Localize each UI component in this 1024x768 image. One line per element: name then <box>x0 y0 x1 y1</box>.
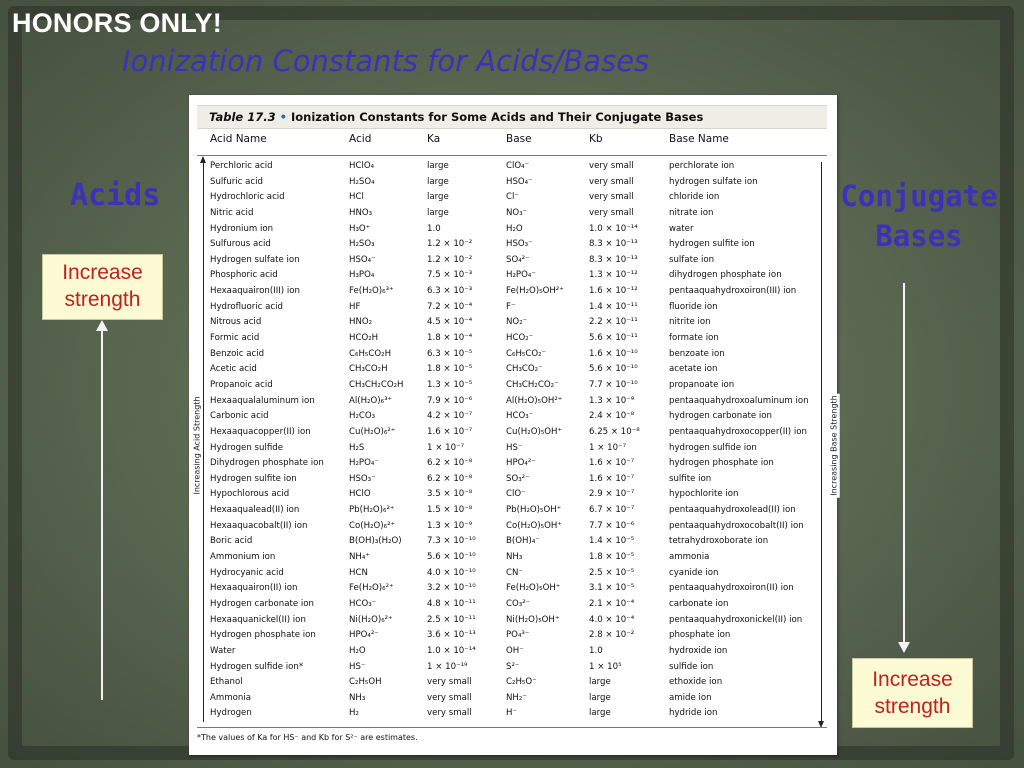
ka-value: 1.8 × 10⁻⁴ <box>427 333 473 344</box>
acid-name: Propanoic acid <box>210 379 273 390</box>
acid-name: Dihydrogen phosphate ion <box>210 458 324 469</box>
table-row <box>189 660 837 676</box>
base-formula: SO₄²⁻ <box>506 254 530 265</box>
ka-value: 1 × 10⁻¹⁹ <box>427 661 468 672</box>
ka-value: large <box>427 161 449 171</box>
table-row <box>189 472 837 488</box>
table-row <box>189 503 837 519</box>
acid-formula: H₃O⁺ <box>349 223 371 234</box>
base-name: ammonia <box>669 552 710 563</box>
header-rule <box>197 155 827 156</box>
kb-value: 1.3 × 10⁻⁹ <box>589 395 635 406</box>
kb-value: large <box>589 692 611 703</box>
ka-value: 1 × 10⁻⁷ <box>427 442 465 453</box>
acid-formula: C₆H₅CO₂H <box>349 348 392 359</box>
acid-name: Hydrogen phosphate ion <box>210 630 316 641</box>
col-base: Base <box>506 133 532 145</box>
acid-name: Ethanol <box>210 677 243 688</box>
acid-formula: HClO <box>349 489 371 500</box>
acid-formula: HCO₂H <box>349 333 379 344</box>
footer-rule <box>197 727 827 728</box>
acid-formula: H₂SO₄ <box>349 176 375 187</box>
acid-formula: Ni(H₂O)₆²⁺ <box>349 614 393 625</box>
base-name: pentaaquahydroxoiron(II) ion <box>669 583 794 594</box>
acid-formula: HPO₄²⁻ <box>349 630 379 641</box>
kb-value: 1 × 10⁵ <box>589 661 622 672</box>
kb-value: 6.7 × 10⁻⁷ <box>589 505 635 516</box>
kb-value: 8.3 × 10⁻¹³ <box>589 239 638 250</box>
increase-strength-box-left <box>42 254 163 320</box>
ka-value: 1.6 × 10⁻⁷ <box>427 426 473 437</box>
table-row <box>189 519 837 535</box>
ka-value: large <box>427 176 449 187</box>
base-name: pentaaquahydroxoaluminum ion <box>669 395 809 406</box>
base-name: ethoxide ion <box>669 677 723 688</box>
base-name: nitrate ion <box>669 207 714 218</box>
kb-value: 2.1 × 10⁻⁴ <box>589 598 635 609</box>
base-name: formate ion <box>669 333 719 344</box>
kb-value: 1.4 × 10⁻⁵ <box>589 536 635 547</box>
table-row <box>189 237 837 253</box>
table-row <box>189 550 837 566</box>
acid-formula: Cu(H₂O)₆²⁺ <box>349 426 396 437</box>
kb-value: large <box>589 708 611 719</box>
acid-name: Hydronium ion <box>210 223 274 234</box>
ka-value: 1.3 × 10⁻⁵ <box>427 379 473 390</box>
base-formula: Ni(H₂O)₅OH⁺ <box>506 614 560 625</box>
ka-value: 4.2 × 10⁻⁷ <box>427 411 473 422</box>
acid-formula: HNO₂ <box>349 317 373 328</box>
kb-value: 4.0 × 10⁻⁴ <box>589 614 635 625</box>
acid-name: Acetic acid <box>210 364 257 375</box>
base-formula: H⁻ <box>506 708 517 719</box>
base-formula: H₂PO₄⁻ <box>506 270 536 281</box>
acid-name: Hydrogen sulfate ion <box>210 254 300 265</box>
base-name: propanoate ion <box>669 379 735 390</box>
acid-name: Carbonic acid <box>210 411 269 422</box>
base-formula: S²⁻ <box>506 661 520 672</box>
base-name: hydroxide ion <box>669 645 728 656</box>
acid-name: Nitrous acid <box>210 317 262 328</box>
ka-value: 7.5 × 10⁻³ <box>427 270 473 281</box>
ka-value: 7.2 × 10⁻⁴ <box>427 301 473 312</box>
ka-value: 3.2 × 10⁻¹⁰ <box>427 583 476 594</box>
slide-title: Ionization Constants for Acids/Bases <box>122 44 650 78</box>
acid-name: Hexaaqualead(II) ion <box>210 505 300 516</box>
acid-name: Boric acid <box>210 536 253 547</box>
table-caption-text: Ionization Constants for Some Acids and Their Conjugate Bases <box>290 110 704 124</box>
conjugate-word: Conjugate <box>840 179 998 213</box>
kb-value: 1.4 × 10⁻¹¹ <box>589 301 638 312</box>
base-formula: HCO₂⁻ <box>506 333 534 344</box>
acid-formula: H₂SO₃ <box>349 239 375 250</box>
acid-formula: HSO₃⁻ <box>349 473 376 484</box>
acid-formula: Al(H₂O)₆³⁺ <box>349 395 393 406</box>
kb-value: 2.8 × 10⁻² <box>589 630 635 641</box>
base-formula: NO₃⁻ <box>506 207 528 218</box>
honors-label: HONORS ONLY! <box>12 8 222 38</box>
increase-strength-box-right <box>852 658 973 728</box>
base-formula: ClO₄⁻ <box>506 161 530 171</box>
kb-value: 6.25 × 10⁻⁸ <box>589 426 640 437</box>
table-row <box>189 190 837 206</box>
base-formula: OH⁻ <box>506 645 524 656</box>
table-row <box>189 706 837 722</box>
acid-strength-label: Increasing Acid Strength <box>192 396 202 495</box>
table-row <box>189 441 837 457</box>
acid-formula: NH₃ <box>349 692 366 703</box>
acid-formula: HClO₄ <box>349 161 375 171</box>
acid-name: Perchloric acid <box>210 161 273 171</box>
table-row <box>189 378 837 394</box>
base-formula: HSO₄⁻ <box>506 176 533 187</box>
acid-name: Hexaaquairon(III) ion <box>210 286 300 297</box>
acid-formula: HSO₄⁻ <box>349 254 376 265</box>
up-arrow-icon <box>101 330 103 700</box>
table-row <box>189 206 837 222</box>
ka-value: 7.9 × 10⁻⁶ <box>427 395 473 406</box>
table-row <box>189 284 837 300</box>
kb-value: 1 × 10⁻⁷ <box>589 442 627 453</box>
base-name: hydride ion <box>669 708 718 719</box>
base-name: sulfate ion <box>669 254 715 265</box>
base-name: hydrogen sulfite ion <box>669 239 755 250</box>
base-name: hydrogen sulfide ion <box>669 442 757 453</box>
acid-name: Hexaaquacobalt(II) ion <box>210 520 308 531</box>
down-arrow-icon <box>903 283 905 643</box>
base-formula: CH₃CO₂⁻ <box>506 364 543 375</box>
kb-value: very small <box>589 192 634 203</box>
acid-name: Hydrogen sulfite ion <box>210 473 297 484</box>
kb-value: 1.3 × 10⁻¹² <box>589 270 638 281</box>
ka-value: large <box>427 192 449 203</box>
table-body <box>189 159 837 722</box>
ka-value: 3.5 × 10⁻⁸ <box>427 489 473 500</box>
increase-text: Increase <box>872 668 953 691</box>
ka-value: 6.2 × 10⁻⁸ <box>427 458 473 469</box>
base-name: pentaaquahydroxocobalt(II) ion <box>669 520 804 531</box>
base-formula: Pb(H₂O)₅OH⁺ <box>506 505 562 516</box>
base-name: pentaaquahydroxoiron(III) ion <box>669 286 797 297</box>
kb-value: very small <box>589 161 634 171</box>
kb-value: 2.4 × 10⁻⁸ <box>589 411 635 422</box>
kb-value: 1.0 <box>589 645 603 656</box>
ka-value: very small <box>427 708 472 719</box>
base-name: phosphate ion <box>669 630 731 641</box>
acid-formula: HCl <box>349 192 364 203</box>
acid-formula: HNO₃ <box>349 207 373 218</box>
ka-value: 4.8 × 10⁻¹¹ <box>427 598 476 609</box>
col-kb: Kb <box>589 133 603 145</box>
ka-value: 6.2 × 10⁻⁸ <box>427 473 473 484</box>
acid-name: Hexaaquacopper(II) ion <box>210 426 311 437</box>
acid-formula: Fe(H₂O)₆³⁺ <box>349 286 394 297</box>
acid-strength-axis <box>203 162 204 722</box>
acid-formula: B(OH)₃(H₂O) <box>349 536 402 547</box>
ka-value: 4.0 × 10⁻¹⁰ <box>427 567 476 578</box>
base-name: nitrite ion <box>669 317 711 328</box>
acid-name: Hydrogen <box>210 708 252 719</box>
table-row <box>189 222 837 238</box>
ka-value: 6.3 × 10⁻⁵ <box>427 348 473 359</box>
acid-name: Hexaaquairon(II) ion <box>210 583 298 594</box>
base-formula: CN⁻ <box>506 567 523 578</box>
bullet-icon: • <box>279 110 287 124</box>
ka-value: 2.5 × 10⁻¹¹ <box>427 614 476 625</box>
table-caption <box>197 105 827 129</box>
col-ka: Ka <box>427 133 441 145</box>
ka-value: 1.3 × 10⁻⁹ <box>427 520 473 531</box>
bases-word: Bases <box>875 219 963 253</box>
acid-name: Hydrocyanic acid <box>210 567 284 578</box>
table-row <box>189 347 837 363</box>
base-formula: C₆H₅CO₂⁻ <box>506 348 547 359</box>
table-row <box>189 534 837 550</box>
ka-value: 1.2 × 10⁻² <box>427 254 473 265</box>
table-row <box>189 628 837 644</box>
acid-formula: H₂O <box>349 645 366 656</box>
base-formula: F⁻ <box>506 301 516 312</box>
acid-name: Hydrochloric acid <box>210 192 285 203</box>
table-footnote: *The values of Ka for HS⁻ and Kb for S²⁻ are estimates. <box>197 733 418 742</box>
ka-value: 1.2 × 10⁻² <box>427 239 473 250</box>
kb-value: 1.8 × 10⁻⁵ <box>589 552 635 563</box>
kb-value: 2.9 × 10⁻⁷ <box>589 489 635 500</box>
base-strength-axis <box>821 162 822 722</box>
acid-name: Hydrogen carbonate ion <box>210 598 314 609</box>
table-row <box>189 315 837 331</box>
table-number: Table 17.3 <box>209 110 276 124</box>
kb-value: 8.3 × 10⁻¹³ <box>589 254 638 265</box>
kb-value: 7.7 × 10⁻¹⁰ <box>589 379 638 390</box>
kb-value: 1.6 × 10⁻⁷ <box>589 458 635 469</box>
ka-value: 4.5 × 10⁻⁴ <box>427 317 473 328</box>
table-row <box>189 644 837 660</box>
ionization-table-panel <box>189 95 837 755</box>
acid-formula: H₂CO₃ <box>349 411 376 422</box>
acid-name: Hexaaquanickel(II) ion <box>210 614 306 625</box>
ka-value: 1.8 × 10⁻⁵ <box>427 364 473 375</box>
kb-value: very small <box>589 176 634 187</box>
col-acid: Acid <box>349 133 372 145</box>
base-formula: SO₃²⁻ <box>506 473 530 484</box>
ka-value: very small <box>427 677 472 688</box>
base-name: hydrogen carbonate ion <box>669 411 772 422</box>
base-formula: NO₂⁻ <box>506 317 528 328</box>
kb-value: 3.1 × 10⁻⁵ <box>589 583 635 594</box>
acid-formula: H₂S <box>349 442 365 453</box>
ka-value: 7.3 × 10⁻¹⁰ <box>427 536 476 547</box>
ka-value: 1.0 × 10⁻¹⁴ <box>427 645 476 656</box>
acid-name: Hydrogen sulfide <box>210 442 283 453</box>
kb-value: 5.6 × 10⁻¹¹ <box>589 333 638 344</box>
table-row <box>189 425 837 441</box>
base-name: water <box>669 223 694 234</box>
col-base-name: Base Name <box>669 133 729 145</box>
base-formula: ClO⁻ <box>506 489 526 500</box>
table-row <box>189 566 837 582</box>
acid-name: Ammonium ion <box>210 552 276 563</box>
base-name: hydrogen sulfate ion <box>669 176 758 187</box>
acid-name: Benzoic acid <box>210 348 265 359</box>
acid-name: Nitric acid <box>210 207 254 218</box>
base-name: hypochlorite ion <box>669 489 739 500</box>
table-row <box>189 487 837 503</box>
base-name: fluoride ion <box>669 301 718 312</box>
acid-name: Phosphoric acid <box>210 270 278 281</box>
base-formula: CO₃²⁻ <box>506 598 531 609</box>
acid-formula: Co(H₂O)₆²⁺ <box>349 520 396 531</box>
kb-value: 2.5 × 10⁻⁵ <box>589 567 635 578</box>
acid-formula: H₂PO₄⁻ <box>349 458 379 469</box>
base-name: pentaaquahydroxonickel(II) ion <box>669 614 803 625</box>
base-name: carbonate ion <box>669 598 729 609</box>
acid-formula: HCN <box>349 567 368 578</box>
table-row <box>189 253 837 269</box>
base-formula: C₂H₅O⁻ <box>506 677 537 688</box>
kb-value: 1.6 × 10⁻⁷ <box>589 473 635 484</box>
acid-formula: HCO₃⁻ <box>349 598 377 609</box>
base-formula: HSO₃⁻ <box>506 239 533 250</box>
base-name: sulfite ion <box>669 473 712 484</box>
base-name: cyanide ion <box>669 567 719 578</box>
base-formula: NH₂⁻ <box>506 692 527 703</box>
base-formula: Cu(H₂O)₅OH⁺ <box>506 426 563 437</box>
base-name: perchlorate ion <box>669 161 735 171</box>
acid-formula: H₂ <box>349 708 359 719</box>
conjugate-bases-label <box>834 176 1004 256</box>
base-formula: B(OH)₄⁻ <box>506 536 540 547</box>
kb-value: 1.0 × 10⁻¹⁴ <box>589 223 638 234</box>
table-row <box>189 175 837 191</box>
base-name: acetate ion <box>669 364 718 375</box>
kb-value: 7.7 × 10⁻⁶ <box>589 520 635 531</box>
table-row <box>189 331 837 347</box>
acid-name: Hypochlorous acid <box>210 489 290 500</box>
kb-value: 1.6 × 10⁻¹⁰ <box>589 348 638 359</box>
ka-value: 6.3 × 10⁻³ <box>427 286 473 297</box>
increase-text: Increase <box>62 261 143 284</box>
table-row <box>189 409 837 425</box>
acid-name: Sulfuric acid <box>210 176 263 187</box>
base-formula: PO₄³⁻ <box>506 630 530 641</box>
acid-formula: C₂H₅OH <box>349 677 382 688</box>
acid-formula: Fe(H₂O)₆²⁺ <box>349 583 394 594</box>
table-row <box>189 394 837 410</box>
table-row <box>189 597 837 613</box>
kb-value: 2.2 × 10⁻¹¹ <box>589 317 638 328</box>
ka-value: very small <box>427 692 472 703</box>
ka-value: 3.6 × 10⁻¹³ <box>427 630 476 641</box>
base-name: dihydrogen phosphate ion <box>669 270 782 281</box>
base-formula: NH₃ <box>506 552 523 563</box>
base-name: chloride ion <box>669 192 720 203</box>
acid-formula: Pb(H₂O)₆²⁺ <box>349 505 395 516</box>
base-name: tetrahydroxoborate ion <box>669 536 769 547</box>
kb-value: large <box>589 677 611 688</box>
kb-value: 5.6 × 10⁻¹⁰ <box>589 364 638 375</box>
ka-value: large <box>427 207 449 218</box>
acid-name: Hexaaqualaluminum ion <box>210 395 315 406</box>
kb-value: 1.6 × 10⁻¹² <box>589 286 638 297</box>
ka-value: 5.6 × 10⁻¹⁰ <box>427 552 476 563</box>
table-row <box>189 691 837 707</box>
base-name: amide ion <box>669 692 712 703</box>
col-acid-name: Acid Name <box>210 133 267 145</box>
base-formula: Co(H₂O)₅OH⁺ <box>506 520 562 531</box>
base-name: sulfide ion <box>669 661 714 672</box>
kb-value: very small <box>589 207 634 218</box>
strength-text: strength <box>64 288 141 311</box>
base-formula: Fe(H₂O)₅OH⁺ <box>506 583 561 594</box>
base-name: hydrogen phosphate ion <box>669 458 774 469</box>
acid-name: Water <box>210 645 236 656</box>
base-formula: HS⁻ <box>506 442 523 453</box>
base-formula: HPO₄²⁻ <box>506 458 536 469</box>
ka-value: 1.5 × 10⁻⁸ <box>427 505 473 516</box>
acid-name: Hydrogen sulfide ion* <box>210 661 304 672</box>
ka-value: 1.0 <box>427 223 441 234</box>
table-row <box>189 159 837 175</box>
base-formula: Fe(H₂O)₅OH²⁺ <box>506 286 564 297</box>
acid-formula: H₃PO₄ <box>349 270 375 281</box>
base-formula: CH₃CH₂CO₂⁻ <box>506 379 559 390</box>
base-name: pentaaquahydroxolead(II) ion <box>669 505 796 516</box>
base-strength-label: Increasing Base Strength <box>829 395 839 496</box>
table-row <box>189 581 837 597</box>
acid-name: Ammonia <box>210 692 251 703</box>
table-row <box>189 613 837 629</box>
table-row <box>189 456 837 472</box>
base-name: benzoate ion <box>669 348 725 359</box>
strength-text: strength <box>874 695 951 718</box>
acid-formula: CH₃CO₂H <box>349 364 388 375</box>
acid-name: Formic acid <box>210 333 260 344</box>
base-formula: H₂O <box>506 223 523 234</box>
base-name: pentaaquahydroxocopper(II) ion <box>669 426 807 437</box>
acid-name: Sulfurous acid <box>210 239 271 250</box>
acid-formula: CH₃CH₂CO₂H <box>349 379 404 390</box>
table-row <box>189 268 837 284</box>
base-formula: Al(H₂O)₅OH²⁺ <box>506 395 563 406</box>
base-formula: Cl⁻ <box>506 192 519 203</box>
table-row <box>189 300 837 316</box>
acid-name: Hydrofluoric acid <box>210 301 283 312</box>
acid-formula: NH₄⁺ <box>349 552 370 563</box>
base-formula: HCO₃⁻ <box>506 411 534 422</box>
acid-formula: HS⁻ <box>349 661 366 672</box>
table-header <box>189 133 837 153</box>
acid-formula: HF <box>349 301 361 312</box>
table-row <box>189 362 837 378</box>
acids-label: Acids <box>70 178 161 213</box>
table-row <box>189 675 837 691</box>
